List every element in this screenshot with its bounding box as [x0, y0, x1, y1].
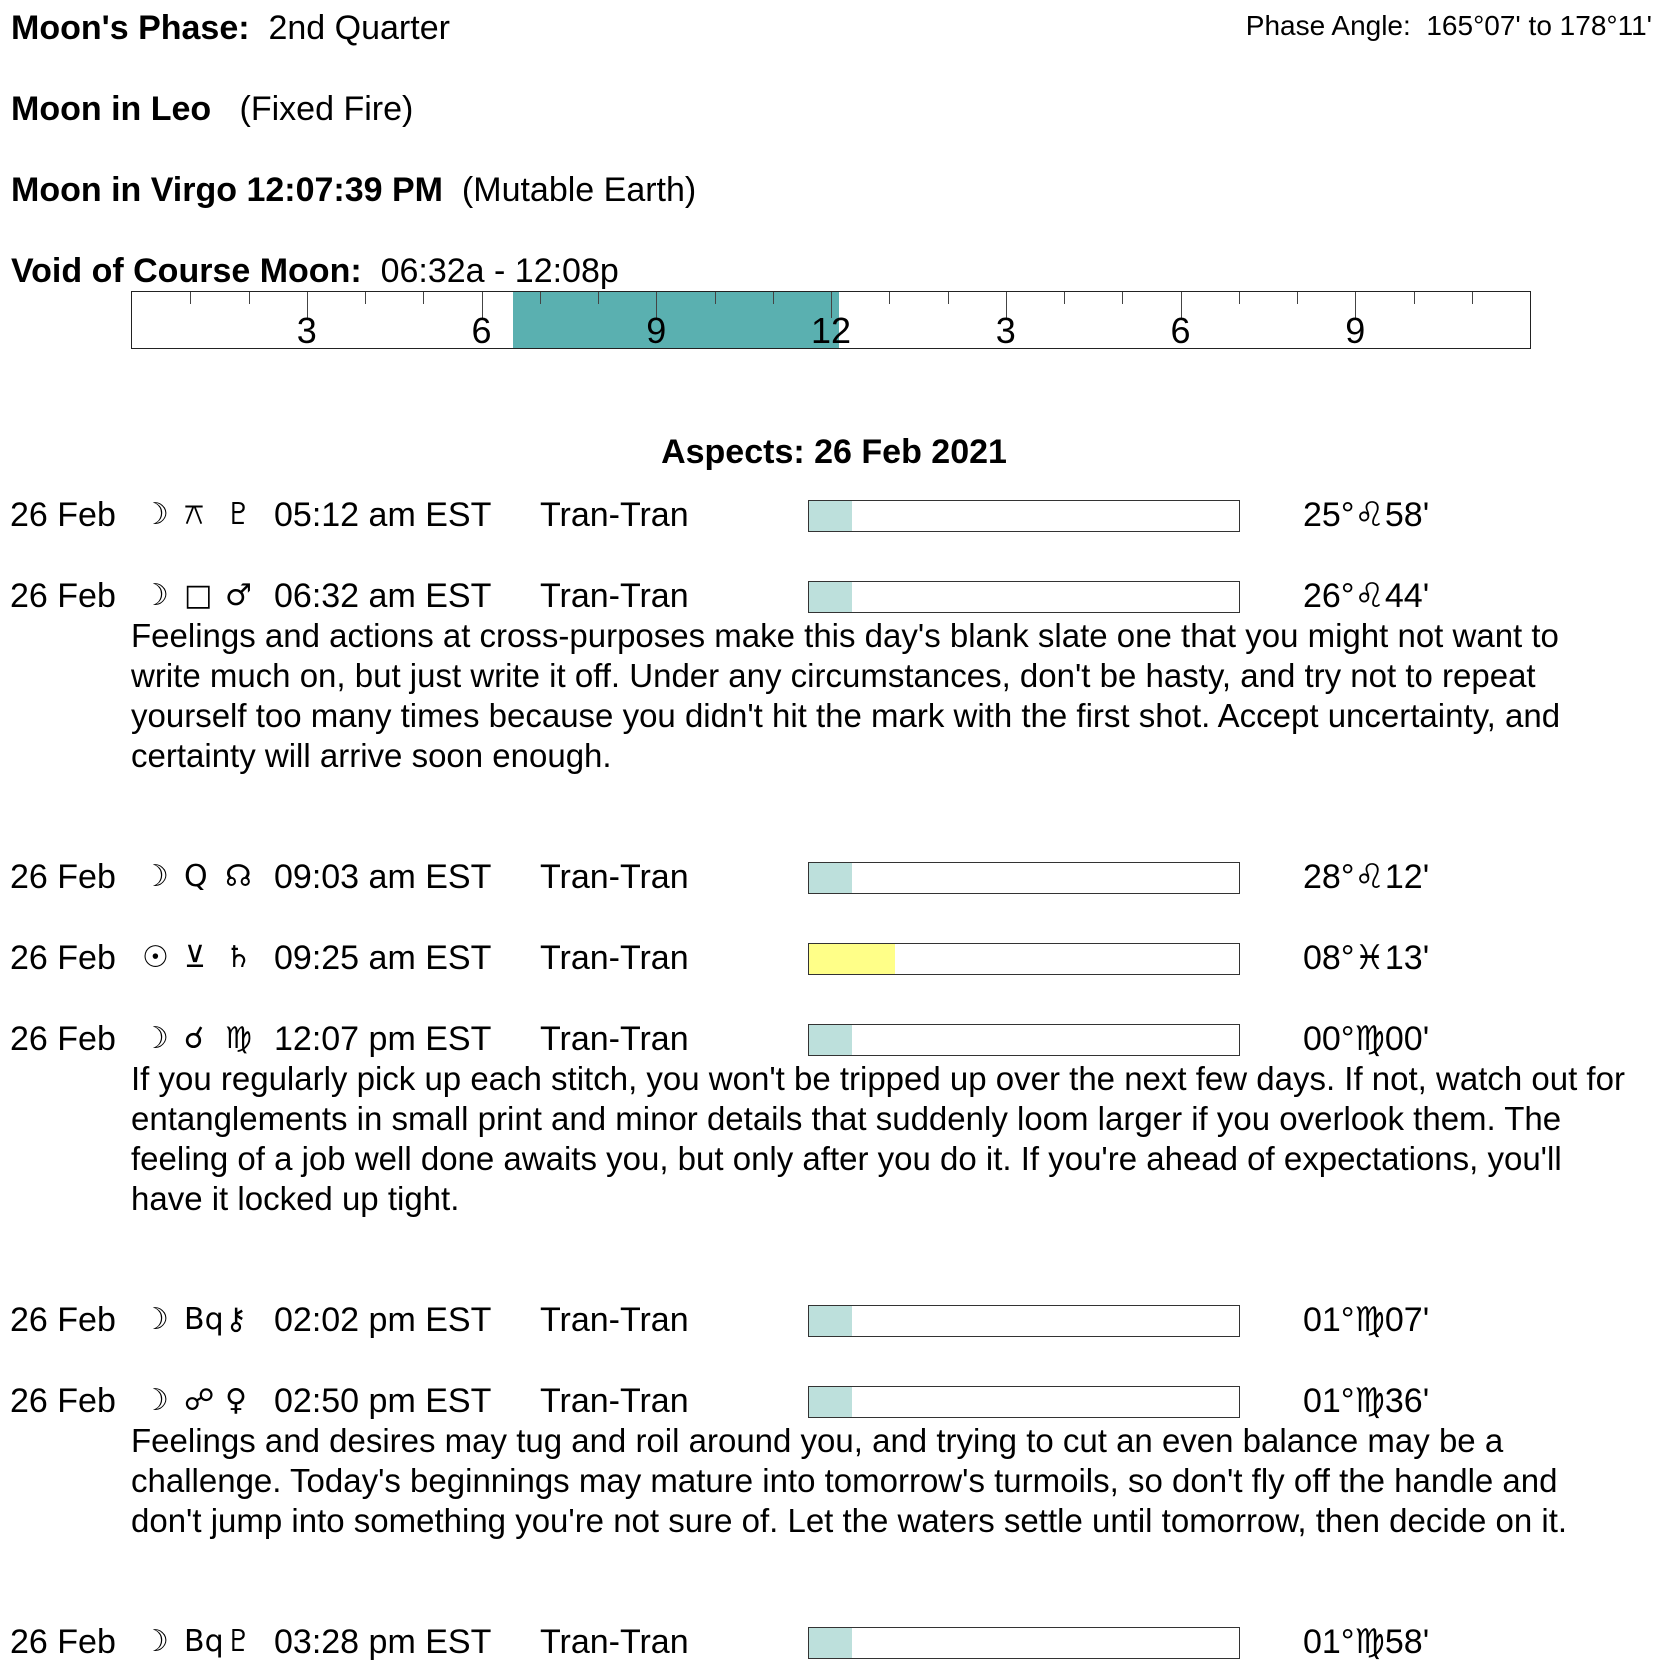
planet1-symbol: ☽ — [142, 578, 169, 613]
aspect-position: 26°♌44' — [1303, 577, 1430, 615]
timeline-tick — [540, 292, 541, 304]
planet1-symbol: ☽ — [142, 1021, 169, 1056]
aspect-position: 08°♓13' — [1303, 939, 1430, 977]
timeline-hour-label: 6 — [1170, 310, 1191, 349]
moon-sign-leo-detail: (Fixed Fire) — [239, 90, 414, 128]
phase-angle-value: 165°07' to 178°11' — [1426, 10, 1652, 41]
aspect-position: 25°♌58' — [1303, 496, 1430, 534]
planet2-symbol: ♂ — [225, 578, 252, 613]
timeline-hour-label: 9 — [646, 310, 667, 349]
planet2-symbol: ♀ — [225, 1383, 247, 1418]
aspect-strength-bar — [808, 1627, 1240, 1659]
planet1-symbol: ☉ — [142, 940, 169, 975]
timeline-tick — [1297, 292, 1298, 304]
moon-sign-virgo — [11, 170, 696, 210]
moon-sign-leo-label: Moon in Leo — [11, 90, 212, 128]
planet2-symbol: ♍ — [225, 1021, 252, 1056]
aspect-date: 26 Feb — [10, 1020, 116, 1058]
aspect-time: 09:03 am EST — [274, 858, 492, 896]
aspect-type: Tran-Tran — [540, 858, 689, 896]
aspect-strength-fill — [809, 944, 895, 974]
timeline-hour-label: 3 — [296, 310, 317, 349]
timeline-tick — [598, 292, 599, 304]
aspect-position: 01°♍07' — [1303, 1301, 1430, 1339]
aspect-description: Feelings and actions at cross-purposes make this day's blank slate one that you might not want to write much on, but just write it off. Under any circumstances, don't be hasty, and try not to repeat yourself too many times because you didn't hit the mark with the first shot. Accept uncertainty, and certainty will arrive soon enough. — [131, 617, 1561, 774]
aspect-time: 03:28 pm EST — [274, 1623, 492, 1661]
aspect-time: 05:12 am EST — [274, 496, 492, 534]
moon-sign-virgo-label: Moon in Virgo 12:07:39 PM — [11, 171, 444, 209]
timeline-tick — [190, 292, 191, 304]
aspect-symbol: ☌ — [184, 1021, 205, 1056]
aspect-type: Tran-Tran — [540, 1382, 689, 1420]
planet1-symbol: ☽ — [142, 497, 169, 532]
phase-angle — [1246, 9, 1652, 43]
aspect-description: If you regularly pick up each stitch, you won't be tripped up over the next few days. If not, watch out for entanglements in small print and minor details that suddenly loom larger if you overlook them. The feeling of a job well done awaits you, but only after you do it. If you're ahead of expectations, you'll have it locked up tight. — [131, 1060, 1625, 1217]
aspect-row — [0, 938, 1668, 978]
timeline-tick — [249, 292, 250, 304]
timeline-tick — [1064, 292, 1065, 304]
timeline-tick — [1239, 292, 1240, 304]
aspect-time: 12:07 pm EST — [274, 1020, 492, 1058]
aspect-symbol: □ — [184, 578, 213, 613]
aspect-row — [0, 576, 1668, 616]
timeline-tick — [423, 292, 424, 304]
aspect-row — [0, 495, 1668, 535]
aspect-time: 09:25 am EST — [274, 939, 492, 977]
void-of-course-label: Void of Course Moon: — [11, 252, 362, 290]
timeline-hour-label: 9 — [1345, 310, 1366, 349]
timeline-tick — [1122, 292, 1123, 304]
aspect-type: Tran-Tran — [540, 1020, 689, 1058]
aspect-strength-bar — [808, 581, 1240, 613]
aspect-position: 01°♍36' — [1303, 1382, 1430, 1420]
aspect-date: 26 Feb — [10, 1623, 116, 1661]
timeline-tick — [715, 292, 716, 304]
aspect-strength-bar — [808, 862, 1240, 894]
aspect-symbol: Bq — [184, 1302, 224, 1337]
planet2-symbol: ☊ — [225, 859, 252, 894]
aspect-type: Tran-Tran — [540, 1623, 689, 1661]
aspect-symbol: Bq — [184, 1624, 224, 1659]
aspect-strength-fill — [809, 1387, 852, 1417]
timeline-tick — [1472, 292, 1473, 304]
planet1-symbol: ☽ — [142, 1383, 169, 1418]
moon-phase-label: Moon's Phase: — [11, 9, 250, 47]
moon-sign-leo — [11, 89, 413, 129]
aspect-row — [0, 1019, 1668, 1059]
aspect-strength-fill — [809, 582, 852, 612]
aspect-time: 02:50 pm EST — [274, 1382, 492, 1420]
void-of-course — [11, 251, 619, 291]
aspect-symbol: Q — [184, 859, 208, 894]
aspect-strength-fill — [809, 863, 852, 893]
aspect-description: Feelings and desires may tug and roil around you, and trying to cut an even balance may be a challenge. Today's beginnings may mature into tomorrow's turmoils, so don't fly off the handle and don't jump into something you're not sure of. Let the waters settle until tomorrow, then decide on it. — [131, 1422, 1568, 1539]
timeline-hour-label: 3 — [995, 310, 1016, 349]
void-of-course-timeline — [131, 291, 1531, 349]
timeline-tick — [773, 292, 774, 304]
aspect-position: 28°♌12' — [1303, 858, 1430, 896]
void-of-course-fill — [513, 292, 839, 348]
aspect-row — [0, 1300, 1668, 1340]
aspect-type: Tran-Tran — [540, 1301, 689, 1339]
aspect-type: Tran-Tran — [540, 939, 689, 977]
planet2-symbol: ♇ — [225, 1624, 252, 1659]
aspect-date: 26 Feb — [10, 1382, 116, 1420]
timeline-tick — [1414, 292, 1415, 304]
aspect-date: 26 Feb — [10, 496, 116, 534]
timeline-hour-label: 6 — [471, 310, 492, 349]
aspect-date: 26 Feb — [10, 939, 116, 977]
aspect-date: 26 Feb — [10, 577, 116, 615]
aspect-strength-bar — [808, 1386, 1240, 1418]
aspect-strength-bar — [808, 1305, 1240, 1337]
aspect-type: Tran-Tran — [540, 496, 689, 534]
aspect-position: 00°♍00' — [1303, 1020, 1430, 1058]
planet2-symbol: ⚷ — [225, 1302, 247, 1337]
aspect-date: 26 Feb — [10, 858, 116, 896]
phase-angle-label: Phase Angle: — [1245, 10, 1411, 41]
aspect-position: 01°♍58' — [1303, 1623, 1430, 1661]
planet1-symbol: ☽ — [142, 1624, 169, 1659]
aspect-strength-fill — [809, 501, 852, 531]
planet1-symbol: ☽ — [142, 1302, 169, 1337]
moon-phase — [11, 8, 450, 48]
moon-sign-virgo-detail: (Mutable Earth) — [461, 171, 697, 209]
aspect-row — [0, 857, 1668, 897]
planet1-symbol: ☽ — [142, 859, 169, 894]
aspect-time: 02:02 pm EST — [274, 1301, 492, 1339]
aspect-symbol: ⊻ — [184, 940, 206, 975]
aspect-time: 06:32 am EST — [274, 577, 492, 615]
aspect-strength-bar — [808, 500, 1240, 532]
timeline-tick — [889, 292, 890, 304]
aspects-title: Aspects: 26 Feb 2021 — [661, 433, 1007, 471]
moon-phase-value: 2nd Quarter — [268, 9, 450, 47]
aspect-strength-bar — [808, 943, 1240, 975]
void-of-course-value: 06:32a - 12:08p — [380, 252, 619, 290]
aspect-strength-fill — [809, 1025, 852, 1055]
timeline-tick — [365, 292, 366, 304]
aspect-row — [0, 1381, 1668, 1421]
aspect-strength-fill — [809, 1306, 852, 1336]
planet2-symbol: ♄ — [225, 940, 252, 975]
timeline-tick — [948, 292, 949, 304]
aspect-strength-fill — [809, 1628, 852, 1658]
timeline-hour-label: 12 — [810, 310, 852, 349]
aspect-row — [0, 1622, 1668, 1662]
planet2-symbol: ♇ — [225, 497, 252, 532]
aspect-symbol: ☍ — [184, 1383, 215, 1418]
aspect-date: 26 Feb — [10, 1301, 116, 1339]
aspect-symbol: ⚻ — [184, 497, 204, 532]
aspect-strength-bar — [808, 1024, 1240, 1056]
aspect-type: Tran-Tran — [540, 577, 689, 615]
